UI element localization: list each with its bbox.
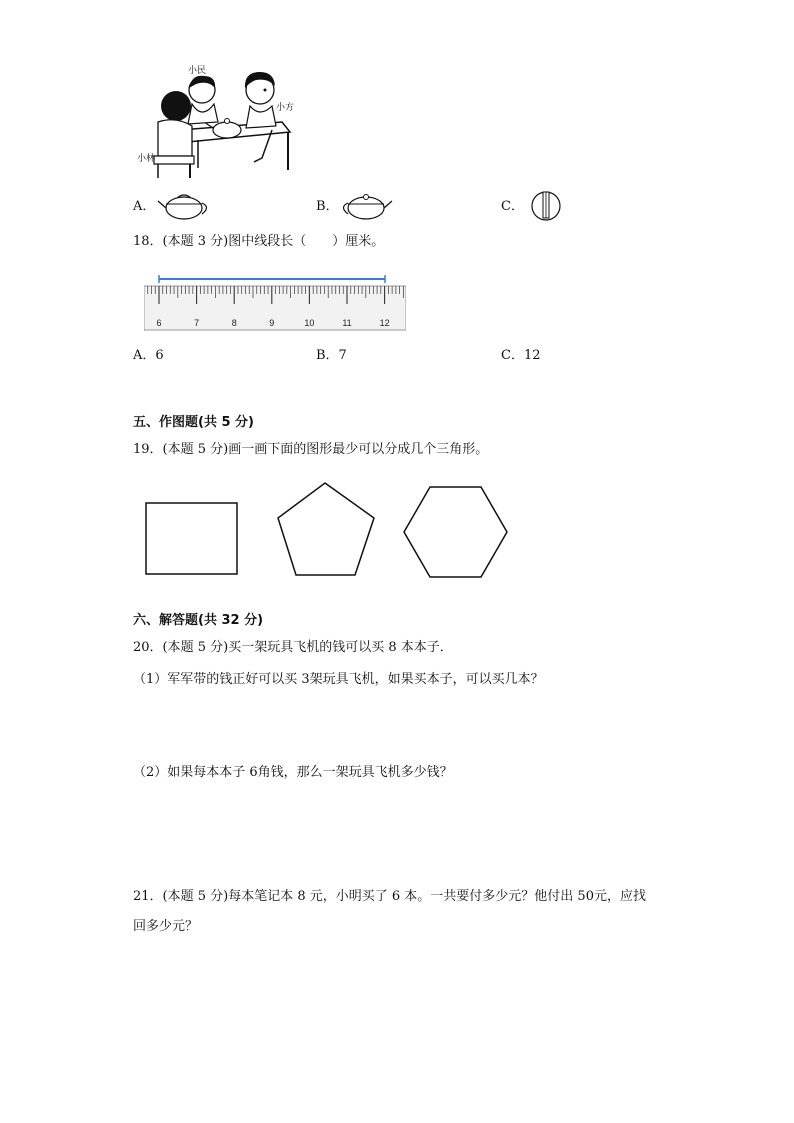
kids-table-illustration bbox=[132, 60, 297, 180]
measured-line-segment bbox=[158, 274, 386, 284]
q19-prompt: 19．(本题 5 分)画一画下面的图形最少可以分成几个三角形。 bbox=[133, 442, 489, 457]
q17-option-c[interactable]: C． bbox=[501, 199, 524, 214]
q18-option-c[interactable]: C．12 bbox=[501, 348, 541, 363]
q18-option-b[interactable]: B．7 bbox=[316, 348, 347, 363]
label-xiaofang: 小方 bbox=[276, 103, 295, 113]
q21-prompt-line1: 21．(本题 5 分)每本笔记本 8 元，小明买了 6 本。一共要付多少元？他付出 50元，应找 bbox=[133, 889, 646, 904]
section5-heading: 五、作图题(共 5 分) bbox=[133, 415, 254, 430]
teapot-side-icon bbox=[338, 190, 394, 222]
section6-heading: 六、解答题(共 32 分) bbox=[133, 613, 264, 628]
q18-option-a[interactable]: A．6 bbox=[133, 348, 164, 363]
ruler-tick-label: 10 bbox=[304, 318, 315, 328]
q20-part2: （2）如果每本本子 6角钱，那么一架玩具飞机多少钱？ bbox=[133, 765, 453, 780]
label-xiaomin: 小民 bbox=[188, 66, 207, 76]
q17-option-b[interactable]: B． bbox=[316, 199, 339, 214]
ruler-tick-label: 11 bbox=[342, 318, 352, 328]
rectangle-shape bbox=[144, 500, 240, 578]
hexagon-shape bbox=[402, 484, 510, 580]
ruler-tick-label: 12 bbox=[379, 318, 390, 328]
ruler-tick-label: 7 bbox=[194, 318, 200, 328]
q21-prompt-line2: 回多少元？ bbox=[133, 919, 199, 934]
teapot-top-icon bbox=[526, 189, 566, 221]
ruler-tick-label: 9 bbox=[269, 318, 275, 328]
q17-option-a[interactable]: A． bbox=[133, 199, 156, 214]
q20-prompt: 20．(本题 5 分)买一架玩具飞机的钱可以买 8 本本子． bbox=[133, 640, 453, 655]
ruler-tick-label: 8 bbox=[231, 318, 237, 328]
ruler-tick-label: 6 bbox=[156, 318, 162, 328]
pentagon-shape bbox=[274, 478, 378, 580]
q20-part1: （1）军军带的钱正好可以买 3架玩具飞机，如果买本子，可以买几本？ bbox=[133, 672, 544, 687]
label-xiaolin: 小林 bbox=[137, 154, 156, 164]
q18-prompt: 18．(本题 3 分)图中线段长（ ）厘米。 bbox=[133, 234, 385, 249]
teapot-side-icon bbox=[156, 190, 212, 222]
ruler bbox=[144, 276, 406, 332]
